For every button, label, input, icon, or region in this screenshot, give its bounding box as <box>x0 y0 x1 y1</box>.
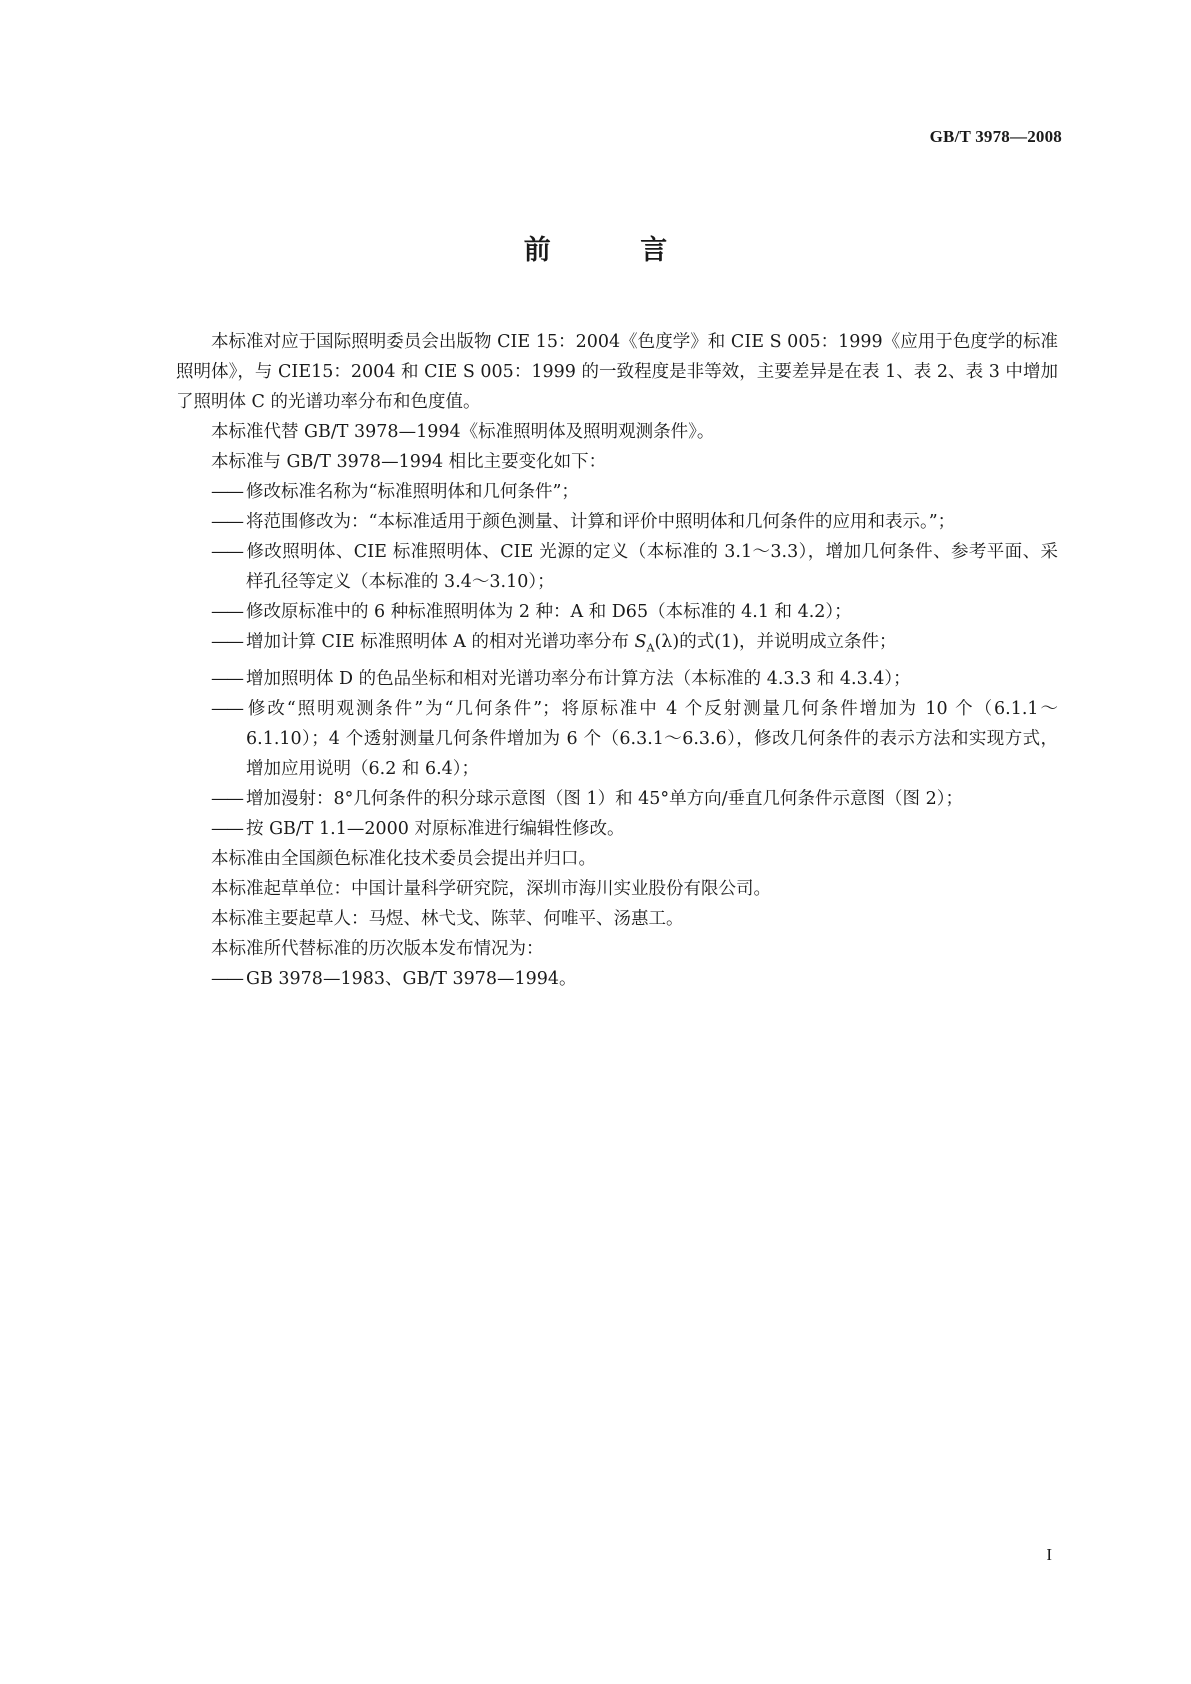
change-text: (λ)的式(1)，并说明成立条件； <box>654 632 897 652</box>
formula-subscript: A <box>646 641 655 655</box>
change-item <box>211 537 1058 597</box>
page-title: 前 言 <box>523 235 708 266</box>
change-item <box>211 597 1058 627</box>
paragraph-correspondence: 本标准对应于国际照明委员会出版物 CIE 15：2004《色度学》和 CIE S 005：1999《应用于色度学的标准照明体》，与 CIE15：2004 和 CIE S 005：1999 的一致程度是非等效，主要差异是在表 1、表 2、表 3 中增加了照明体 C 的光谱功率分布和色度值。 <box>176 332 1058 412</box>
formula-symbol: S <box>634 632 647 652</box>
list-dash: —— <box>211 632 242 652</box>
change-text: 将范围修改为：“本标准适用于颜色测量、计算和评价中照明体和几何条件的应用和表示。”； <box>246 512 956 532</box>
list-dash: —— <box>211 542 242 562</box>
page-number: I <box>1046 1545 1052 1564</box>
change-item <box>211 784 1058 814</box>
paragraph-history-intro: 本标准所代替标准的历次版本发布情况为： <box>211 938 544 959</box>
history-text: GB 3978—1983、GB/T 3978—1994。 <box>246 968 577 989</box>
paragraph-drafting-units: 本标准起草单位：中国计量科学研究院，深圳市海川实业股份有限公司。 <box>211 878 771 899</box>
list-dash: —— <box>211 668 242 689</box>
change-text: 修改原标准中的 6 种标准照明体为 2 种：A 和 D65（本标准的 4.1 和 4.2）； <box>246 602 852 622</box>
list-dash: —— <box>211 788 242 809</box>
history-item <box>211 964 1058 994</box>
paragraph-replaces: 本标准代替 GB/T 3978—1994《标准照明体及照明观测条件》。 <box>211 422 715 442</box>
change-item <box>211 814 1058 844</box>
change-item <box>211 694 1058 784</box>
change-text: 增加漫射：8°几何条件的积分球示意图（图 1）和 45°单方向/垂直几何条件示意图（图 2）； <box>246 788 964 809</box>
change-text: 修改照明体、CIE 标准照明体、CIE 光源的定义（本标准的 3.1～3.3），增加几何条件、参考平面、采样孔径等定义（本标准的 3.4～3.10）； <box>246 542 1058 592</box>
paragraph-drafters: 本标准主要起草人：马煜、林弋戈、陈苹、何唯平、汤惠工。 <box>211 908 684 929</box>
change-text: 修改标准名称为“标准照明体和几何条件”； <box>246 482 579 502</box>
change-item <box>211 507 1058 537</box>
change-item <box>211 664 1058 694</box>
standard-code: GB/T 3978—2008 <box>929 127 1062 146</box>
list-dash: —— <box>211 968 242 989</box>
change-item <box>211 477 1058 507</box>
change-text: 增加计算 CIE 标准照明体 A 的相对光谱功率分布 <box>246 632 635 652</box>
paragraph-changes-intro: 本标准与 GB/T 3978—1994 相比主要变化如下： <box>211 452 607 472</box>
document-body <box>176 327 1058 994</box>
change-text: 增加照明体 D 的色品坐标和相对光谱功率分布计算方法（本标准的 4.3.3 和 4.3.4）； <box>246 668 911 689</box>
list-dash: —— <box>211 698 242 719</box>
change-text: 按 GB/T 1.1—2000 对原标准进行编辑性修改。 <box>246 818 625 839</box>
list-dash: —— <box>211 602 242 622</box>
change-text: 修改“照明观测条件”为“几何条件”；将原标准中 4 个反射测量几何条件增加为 10 个（6.1.1～6.1.10）；4 个透射测量几何条件增加为 6 个（6.3.1～6.3.6），修改几何条件的表示方法和实现方式，增加应用说明（6.2 和 6.4）； <box>246 698 1058 779</box>
change-item <box>211 627 1058 664</box>
list-dash: —— <box>211 482 242 502</box>
list-dash: —— <box>211 818 242 839</box>
paragraph-proposer: 本标准由全国颜色标准化技术委员会提出并归口。 <box>211 848 596 869</box>
list-dash: —— <box>211 512 242 532</box>
